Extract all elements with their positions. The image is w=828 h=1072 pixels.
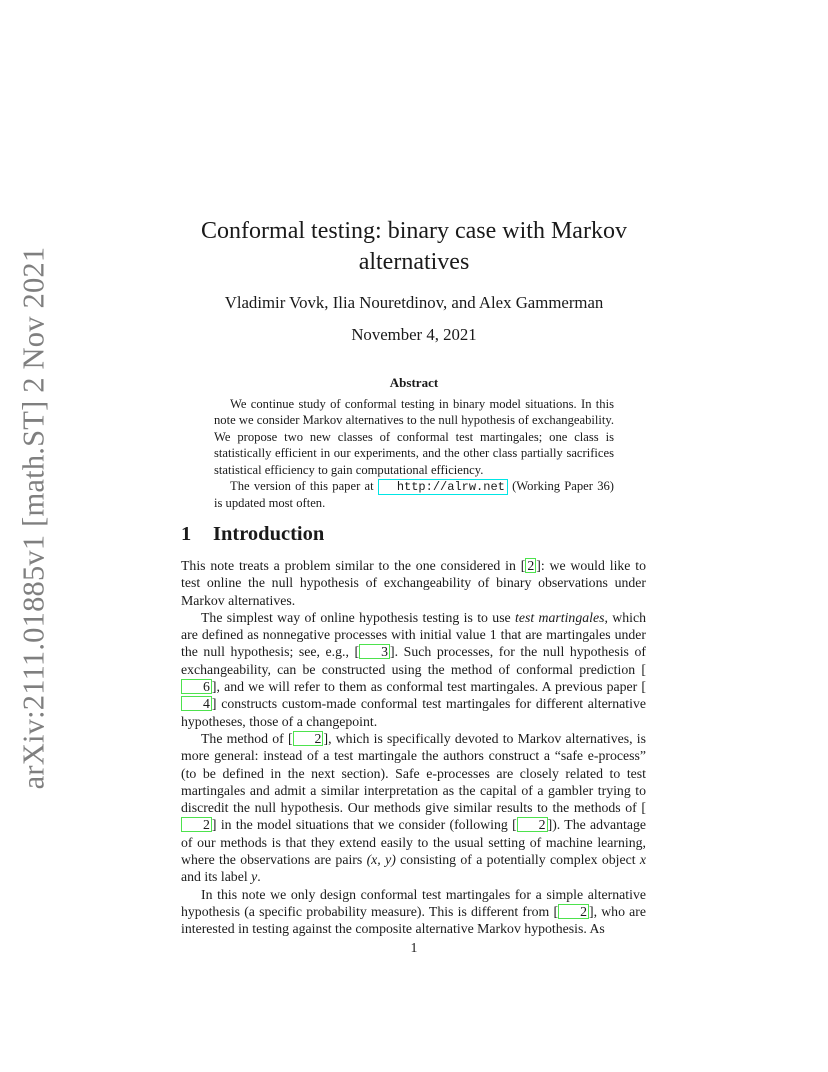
title-line-2: alternatives [358, 249, 470, 275]
text-run: , which is specifically devoted to Markov alternatives, is more general: instead of a test martingale the authors construct a “safe e-process” (to be defined in the next section). Safe e-processes are closely related to test martingales and admit a similar interpretation as the capital of a gambler trying to discredit the null hypothesis. Our methods give similar results to the methods of [181, 730, 646, 816]
paper-title [182, 216, 646, 278]
math-x: x [639, 852, 646, 868]
title-line-1: Conformal testing: binary case with Markov [201, 218, 627, 244]
abstract-heading: Abstract [389, 375, 439, 390]
text-run: , who are interested in testing against the composite alternative Markov hypothesis. As [181, 903, 647, 937]
abstract-text: The version of this paper at [230, 479, 378, 494]
section-number: 1 [181, 523, 192, 545]
math-pair: (x, y) [366, 852, 396, 868]
paragraph-2: The simplest way of online hypothesis testing is to use test martingales, which are defined as nonnegative processes with initial value 1 that are martingales under the null hypothesis; see, e.g., [ 3 ]. Such processes, for the null hypothesis of exchangeability, can be constructed using the method of conformal prediction [6 ], and we will refer to them as conformal test martingales. A previous paper [4 ] constructs custom-made conformal test martingales for different alternative hypotheses, those of a changepoint. [181, 609, 646, 729]
text-run: . Such processes, for the null hypothesis of exchangeability, can be constructed using the method of conformal prediction [181, 644, 646, 677]
paragraph-3: The method of [ 2 ], which is specifically devoted to Markov alternatives, is more general: instead of a test martingale the authors construct a “safe e-process” (to be defined in the next section). Safe e-processes are closely related to test martingales and admit a similar interpretation as the capital of a gambler trying to discredit the null hypothesis. Our methods give similar results to the methods of [2 ] in the model situations that we consider (following [ 2 ]). The advantage of our methods is that they extend easily to the usual setting of machine learning, where the observations are pairs (x, y) consisting of a potentially complex object x and its label y. [181, 730, 646, 885]
text-run: , which are defined as nonnegative processes with initial value 1 that are martingales under the null hypothesis; see, e.g., [181, 609, 646, 660]
paragraph-4: In this note we only design conformal test martingales for a simple alternative hypothesis (a specific probability measure). This is different from [ 2 ], who are interested in testing against the composite alternative Markov hypothesis. As [181, 886, 647, 937]
arxiv-stamp [4, 246, 64, 790]
authors: Vladimir Vovk, Ilia Nouretdinov, and Alex Gammerman [224, 293, 604, 312]
citation-link[interactable]: 2 [181, 817, 212, 832]
text-run: In this note we only design conformal test martingales for a simple alternative hypothesis (a specific probability measure). This is different from [181, 886, 646, 919]
text-run: This note treats a problem similar to the one considered in [181, 558, 521, 573]
paragraph-1: This note treats a problem similar to the one considered in [ 2 ]: we would like to test online the null hypothesis of exchangeability of binary observations under Markov alternatives. [181, 558, 646, 608]
text-run: in the model situations that we consider (following [216, 817, 513, 833]
page-number: 1 [410, 940, 418, 955]
section-title: Introduction [213, 523, 325, 545]
abstract-paragraph-2 [214, 478, 614, 511]
section-heading [181, 523, 324, 546]
abstract [214, 396, 614, 511]
url-link[interactable]: http://alrw.net [378, 479, 508, 495]
text-run: consisting of a potentially complex object [395, 852, 640, 868]
date: November 4, 2021 [351, 325, 477, 344]
text-run: and its label [181, 869, 252, 885]
text-run: The simplest way of online hypothesis testing is to use [201, 609, 516, 625]
body-text [181, 557, 646, 938]
emphasis: test martingales [515, 609, 605, 625]
text-run: , and we will refer to them as conformal test martingales. A previous paper [216, 679, 642, 695]
abstract-paragraph-1: We continue study of conformal testing in binary model situations. In this note we consider Markov alternatives to the null hypothesis of exchangeability. We propose two new classes of conformal test martingales; one class is statistically efficient in our experiments, and the other class partially sacrifices statistical efficiency to gain computational efficiency. [214, 397, 614, 477]
abstract-text: (Working Paper 36) is updated most often. [214, 479, 614, 511]
citation-link[interactable]: 3 [359, 644, 390, 659]
text-run: . [257, 869, 261, 885]
math-y: y [251, 869, 258, 885]
arxiv-stamp-text: arXiv:2111.01885v1 [math.ST] 2 Nov 2021 [16, 246, 51, 790]
citation-link[interactable]: 2 [527, 558, 535, 573]
text-run: The method of [201, 730, 288, 746]
citation-link[interactable]: 2 [517, 817, 548, 832]
text-run: : we would like to test online the null hypothesis of exchangeability of binary observations under Markov alternatives. [181, 558, 646, 608]
citation-link[interactable]: 6 [181, 679, 212, 694]
citation-link[interactable]: 2 [558, 904, 589, 919]
citation-link[interactable]: 4 [181, 696, 212, 711]
text-run: constructs custom-made conformal test martingales for different alternative hypotheses, those of a changepoint. [181, 696, 646, 729]
text-run: ). The advantage of our methods is that they extend easily to the usual setting of machine learning, where the observations are pairs [181, 817, 646, 868]
citation-link[interactable]: 2 [293, 731, 324, 746]
